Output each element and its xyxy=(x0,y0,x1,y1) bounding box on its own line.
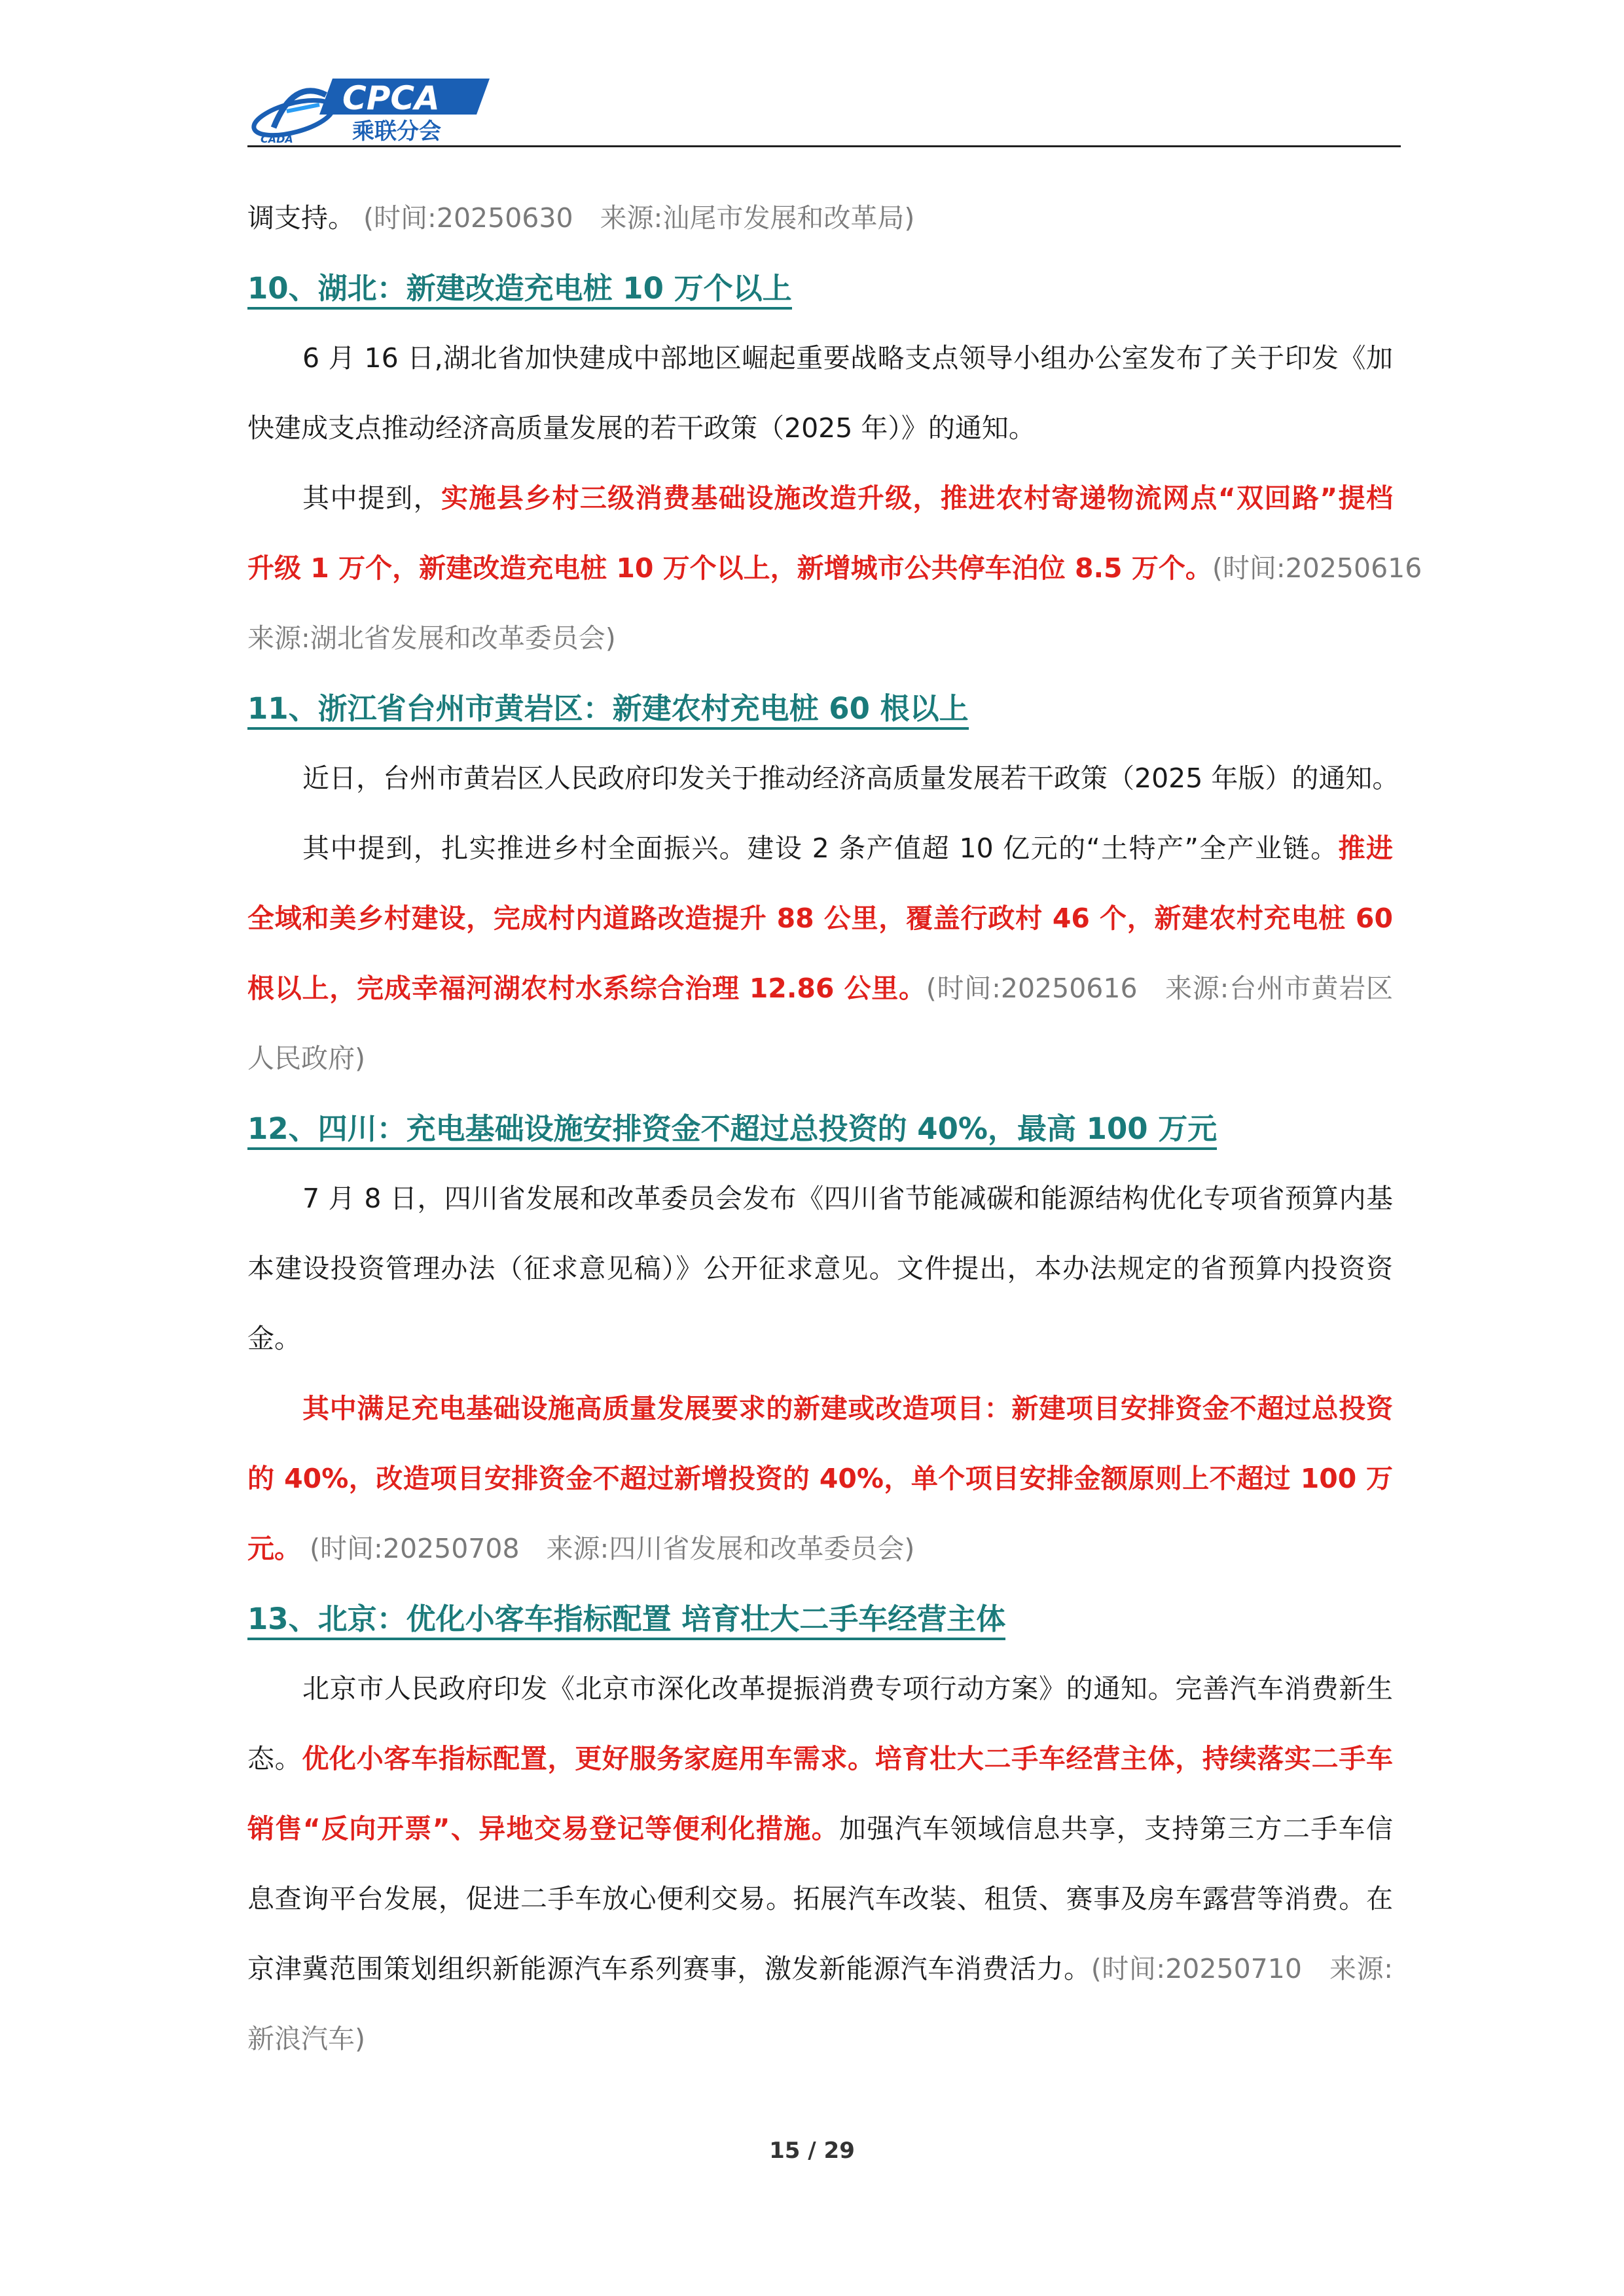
text-run: 京津冀范围策划组织新能源汽车系列赛事，激发新能源汽车消费活力。 xyxy=(247,1953,1091,1984)
document-body xyxy=(247,183,1422,2074)
text-run: 调支持。 xyxy=(247,202,355,234)
source-meta: (时间:20250616 来源:台州市黄岩区 xyxy=(926,973,1394,1004)
logo-sub-text: 乘联分会 xyxy=(352,118,441,145)
paragraph-line xyxy=(247,1514,1393,1584)
paragraph-line: 北京市人民政府印发《北京市深化改革提振消费专项行动方案》的通知。完善汽车消费新生 xyxy=(302,1673,1393,1704)
source-meta: 人民政府) xyxy=(247,1043,365,1074)
paragraph-line xyxy=(247,814,1393,884)
header-divider xyxy=(247,145,1401,147)
highlight-text: 升级 1 万个，新建改造充电桩 10 万个以上，新增城市公共停车泊位 8.5 万个。 xyxy=(247,552,1212,584)
highlight-text: 的 40%，改造项目安排资金不超过新增投资的 40%，单个项目安排金额原则上不超过 100 万 xyxy=(247,1463,1393,1494)
page-header xyxy=(247,65,1401,149)
paragraph-line: 快建成支点推动经济高质量发展的若干政策（2025 年）》的通知。 xyxy=(247,412,1036,444)
paragraph-line: 金。 xyxy=(247,1323,301,1354)
logo-brand-text: CPCA xyxy=(342,79,440,117)
source-meta: 来源:湖北省发展和改革委员会) xyxy=(247,622,616,654)
highlight-text: 全域和美乡村建设，完成村内道路改造提升 88 公里，覆盖行政村 46 个，新建农村充电桩 60 xyxy=(247,903,1393,934)
source-meta: (时间:20250708 来源:四川省发展和改革委员会) xyxy=(310,1533,915,1564)
paragraph-line: 近日，台州市黄岩区人民政府印发关于推动经济高质量发展若干政策（2025 年版）的通知。 xyxy=(302,762,1399,794)
highlight-text: 其中满足充电基础设施高质量发展要求的新建或改造项目：新建项目安排资金不超过总投资 xyxy=(302,1393,1393,1424)
text-run: 其中提到， xyxy=(302,482,441,514)
paragraph-line: 7 月 8 日，四川省发展和改革委员会发布《四川省节能减碳和能源结构优化专项省预算内基 xyxy=(302,1183,1393,1214)
section-heading-11: 11、浙江省台州市黄岩区：新建农村充电桩 60 根以上 xyxy=(247,673,1393,744)
source-meta: (时间:20250616 xyxy=(1212,552,1422,584)
svg-text:CADA: CADA xyxy=(261,133,293,145)
highlight-text: 优化小客车指标配置，更好服务家庭用车需求。培育壮大二手车经营主体，持续落实二手车 xyxy=(302,1743,1394,1774)
paragraph-line xyxy=(247,1794,1393,1864)
text-run: 其中提到，扎实推进乡村全面振兴。建设 2 条产值超 10 亿元的“土特产”全产业链。 xyxy=(302,833,1339,864)
highlight-text: 销售“反向开票”、异地交易登记等便利化措施。 xyxy=(247,1813,839,1844)
cpca-logo xyxy=(247,65,490,147)
highlight-text: 元。 xyxy=(247,1533,301,1564)
source-meta: 新浪汽车) xyxy=(247,2023,365,2054)
paragraph-line: 息查询平台发展，促进二手车放心便利交易。拓展汽车改装、租赁、赛事及房车露营等消费。在 xyxy=(247,1883,1393,1914)
source-meta: (时间:20250710 来源: xyxy=(1091,1953,1394,1984)
text-run: 加强汽车领域信息共享，支持第三方二手车信 xyxy=(839,1813,1393,1844)
paragraph-line xyxy=(247,954,1393,1024)
paragraph-line xyxy=(247,1934,1393,2004)
source-meta: (时间:20250630 来源:汕尾市发展和改革局) xyxy=(363,202,915,234)
page-number: 15 / 29 xyxy=(769,2138,855,2164)
section-heading-10: 10、湖北：新建改造充电桩 10 万个以上 xyxy=(247,253,1393,323)
highlight-text: 推进 xyxy=(1338,833,1393,864)
paragraph-line xyxy=(247,463,1393,533)
section-heading-13: 13、北京：优化小客车指标配置 培育壮大二手车经营主体 xyxy=(247,1584,1393,1654)
section-heading-12: 12、四川：充电基础设施安排资金不超过总投资的 40%，最高 100 万元 xyxy=(247,1094,1393,1164)
highlight-text: 实施县乡村三级消费基础设施改造升级，推进农村寄递物流网点“双回路”提档 xyxy=(441,482,1393,514)
paragraph-line xyxy=(247,1724,1393,1794)
highlight-text: 根以上，完成幸福河湖农村水系综合治理 12.86 公里。 xyxy=(247,973,926,1004)
paragraph-line: 本建设投资管理办法（征求意见稿）》公开征求意见。文件提出，本办法规定的省预算内投资资 xyxy=(247,1253,1393,1284)
text-run: 态。 xyxy=(247,1743,302,1774)
paragraph-line: 6 月 16 日,湖北省加快建成中部地区崛起重要战略支点领导小组办公室发布了关于印发《加 xyxy=(302,342,1393,374)
text-line xyxy=(247,183,1393,253)
paragraph-line xyxy=(247,533,1422,603)
